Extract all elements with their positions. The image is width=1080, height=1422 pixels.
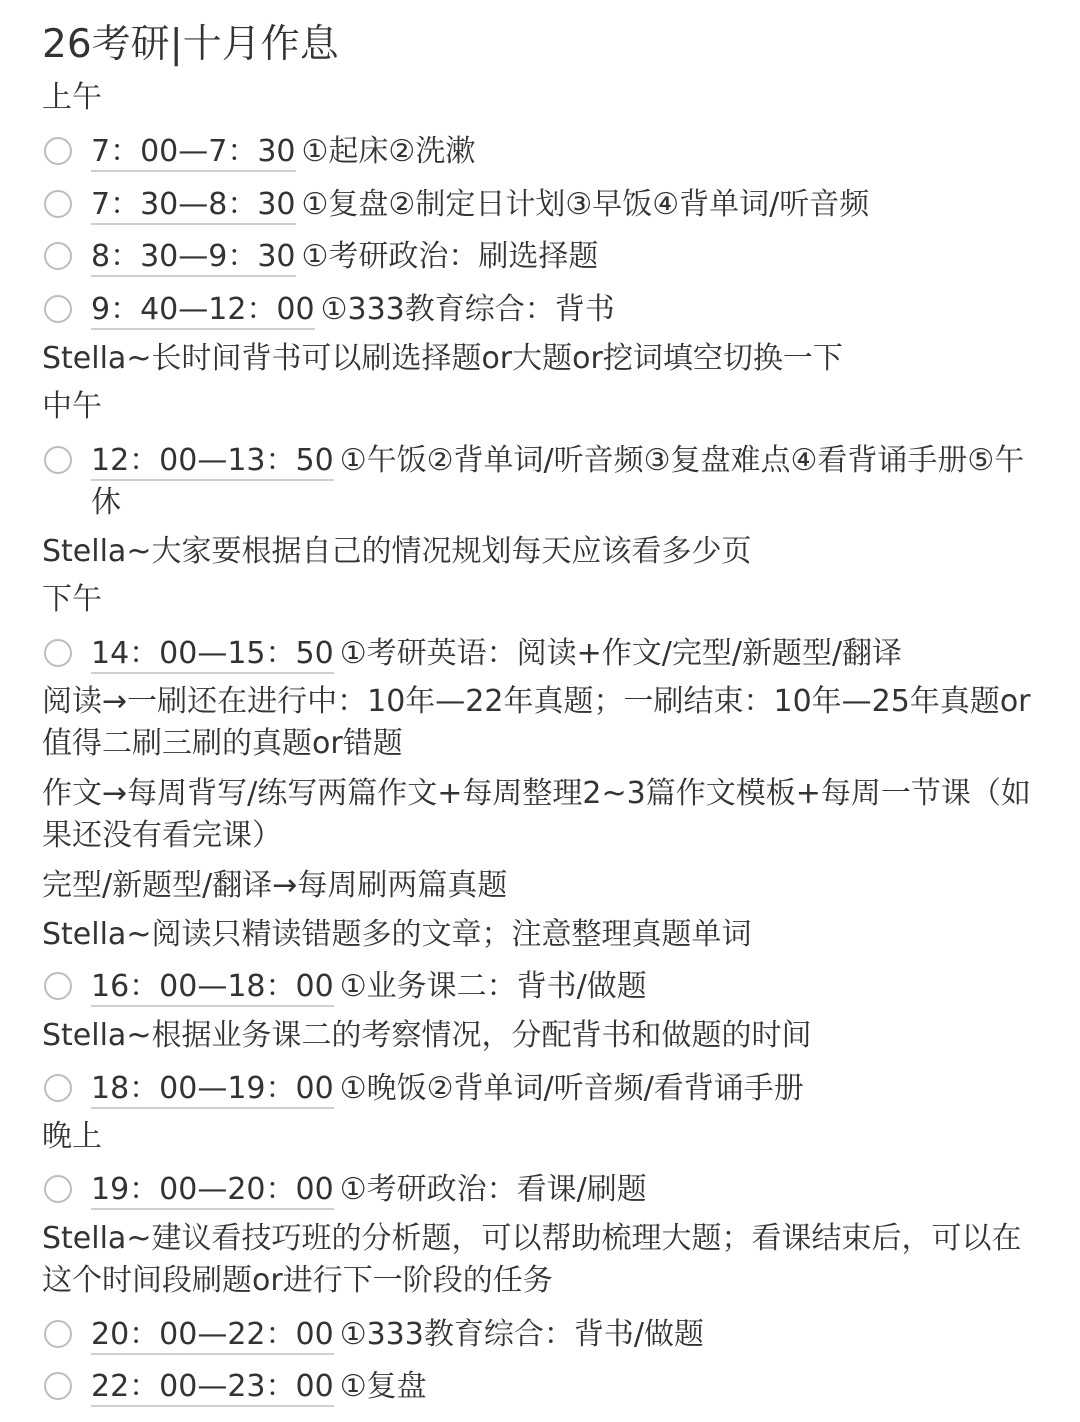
checkbox-circle-icon[interactable] <box>44 1320 72 1348</box>
checkbox-circle-icon[interactable] <box>44 972 72 1000</box>
task-time: 19：00—20：00 <box>91 1172 334 1210</box>
task-time: 7：00—7：30 <box>91 134 296 172</box>
task-item <box>44 1169 1044 1211</box>
cloze-translation-note: 完型/新题型/翻译→每周刷两篇真题 <box>42 868 508 903</box>
section-heading-evening: 晚上 <box>42 1119 102 1154</box>
task-desc: ①复盘 <box>339 1369 427 1404</box>
section-heading-noon: 中午 <box>42 389 102 424</box>
checkbox-circle-icon[interactable] <box>44 242 72 270</box>
task-time: 8：30—9：30 <box>91 239 296 277</box>
task-desc: ①午饭②背单词/听音频③复盘难点④看背诵手册⑤午休 <box>91 443 1025 520</box>
task-item <box>44 966 1044 1008</box>
checkbox-circle-icon[interactable] <box>44 1074 72 1102</box>
checkbox-circle-icon[interactable] <box>44 1175 72 1203</box>
task-time: 18：00—19：00 <box>91 1071 334 1109</box>
checkbox-circle-icon[interactable] <box>44 639 72 667</box>
checkbox-circle-icon[interactable] <box>44 137 72 165</box>
section-heading-morning: 上午 <box>42 80 102 115</box>
task-item <box>44 1068 1044 1110</box>
task-time: 20：00—22：00 <box>91 1317 334 1355</box>
checkbox-circle-icon[interactable] <box>44 446 72 474</box>
checkbox-circle-icon[interactable] <box>44 190 72 218</box>
task-desc: ①起床②洗漱 <box>301 134 476 169</box>
tip-note: Stella~大家要根据自己的情况规划每天应该看多少页 <box>42 534 752 569</box>
task-desc: ①333教育综合：背书 <box>320 292 615 327</box>
task-desc: ①复盘②制定日计划③早饭④背单词/听音频 <box>301 187 870 222</box>
task-item <box>44 289 1044 331</box>
tip-note: Stella~阅读只精读错题多的文章；注意整理真题单词 <box>42 917 752 952</box>
task-item <box>44 1314 1044 1356</box>
task-item <box>44 131 1044 173</box>
section-heading-afternoon: 下午 <box>42 582 102 617</box>
task-time: 7：30—8：30 <box>91 187 296 225</box>
task-item <box>44 1366 1044 1408</box>
task-desc: ①考研政治：刷选择题 <box>301 239 599 274</box>
task-desc: ①333教育综合：背书/做题 <box>339 1317 704 1352</box>
task-time: 9：40—12：00 <box>91 292 315 330</box>
tip-note: Stella~长时间背书可以刷选择题or大题or挖词填空切换一下 <box>42 341 843 376</box>
task-item <box>44 440 1044 524</box>
checkbox-circle-icon[interactable] <box>44 295 72 323</box>
task-item <box>44 633 1044 675</box>
task-desc: ①考研政治：看课/刷题 <box>339 1172 647 1207</box>
page-title: 26考研|十月作息 <box>42 22 339 67</box>
tip-note: Stella~建议看技巧班的分析题，可以帮助梳理大题；看课结束后，可以在这个时间段刷题or进行下一阶段的任务 <box>42 1221 1022 1298</box>
task-desc: ①考研英语：阅读+作文/完型/新题型/翻译 <box>339 636 903 671</box>
task-time: 14：00—15：50 <box>91 636 334 674</box>
tip-note: Stella~根据业务课二的考察情况，分配背书和做题的时间 <box>42 1018 812 1053</box>
task-item <box>44 236 1044 278</box>
checkbox-circle-icon[interactable] <box>44 1372 72 1400</box>
reading-note: 阅读→一刷还在进行中：10年—22年真题；一刷结束：10年—25年真题or值得二刷三刷的真题or错题 <box>42 684 1031 761</box>
task-time: 12：00—13：50 <box>91 443 334 481</box>
writing-note: 作文→每周背写/练写两篇作文+每周整理2~3篇作文模板+每周一节课（如果还没有看完课） <box>42 776 1031 853</box>
task-desc: ①晚饭②背单词/听音频/看背诵手册 <box>339 1071 804 1106</box>
task-time: 16：00—18：00 <box>91 969 334 1007</box>
task-item <box>44 184 1044 226</box>
task-desc: ①业务课二：背书/做题 <box>339 969 647 1004</box>
task-time: 22：00—23：00 <box>91 1369 334 1407</box>
